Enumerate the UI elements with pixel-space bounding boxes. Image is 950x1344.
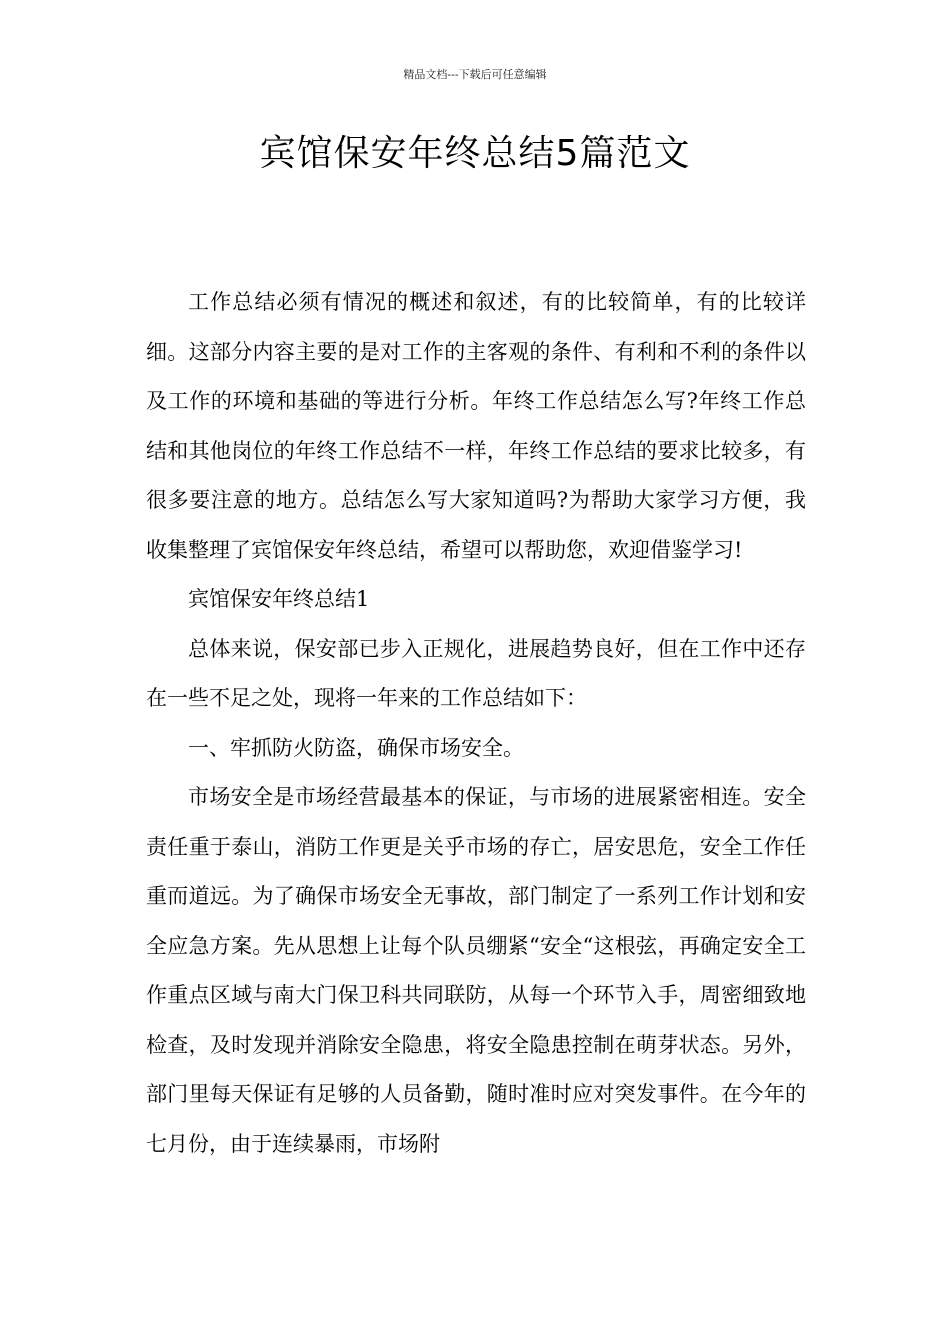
document-title: 宾馆保安年终总结5篇范文 bbox=[259, 133, 691, 174]
document-body bbox=[146, 278, 806, 1169]
section-heading: 宾馆保安年终总结1 bbox=[188, 587, 370, 611]
header-note: 精品文档---下载后可任意编辑 bbox=[403, 68, 547, 81]
intro-paragraph: 工作总结必须有情况的概述和叙述，有的比较简单，有的比较详细。这部分内容主要的是对工作的主客观的条件、有利和不利的条件以及工作的环境和基础的等进行分析。年终工作总结怎么写?年终工作总结和其他岗位的年终工作总结不一样，年终工作总结的要求比较多，有很多要注意的地方。总结怎么写大家知道吗?为帮助大家学习方便，我收集整理了宾馆保安年终总结，希望可以帮助您，欢迎借鉴学习! bbox=[146, 290, 806, 562]
body-paragraph: 市场安全是市场经营最基本的保证，与市场的进展紧密相连。安全责任重于泰山，消防工作更是关乎市场的存亡，居安思危，安全工作任重而道远。为了确保市场安全无事故，部门制定了一系列工作计划和安全应急方案。先从思想上让每个队员绷紧“安全“这根弦，再确定安全工作重点区域与南大门保卫科共同联防，从每一个环节入手，周密细致地检查，及时发现并消除安全隐患，将安全隐患控制在萌芽状态。另外，部门里每天保证有足够的人员备勤，随时准时应对突发事件。在今年的七月份，由于连续暴雨，市场附 bbox=[146, 785, 806, 1156]
subsection-heading: 一、牢抓防火防盗，确保市场安全。 bbox=[188, 735, 524, 760]
body-paragraph: 总体来说，保安部已步入正规化，进展趋势良好，但在工作中还存在一些不足之处，现将一年来的工作总结如下： bbox=[146, 636, 806, 710]
